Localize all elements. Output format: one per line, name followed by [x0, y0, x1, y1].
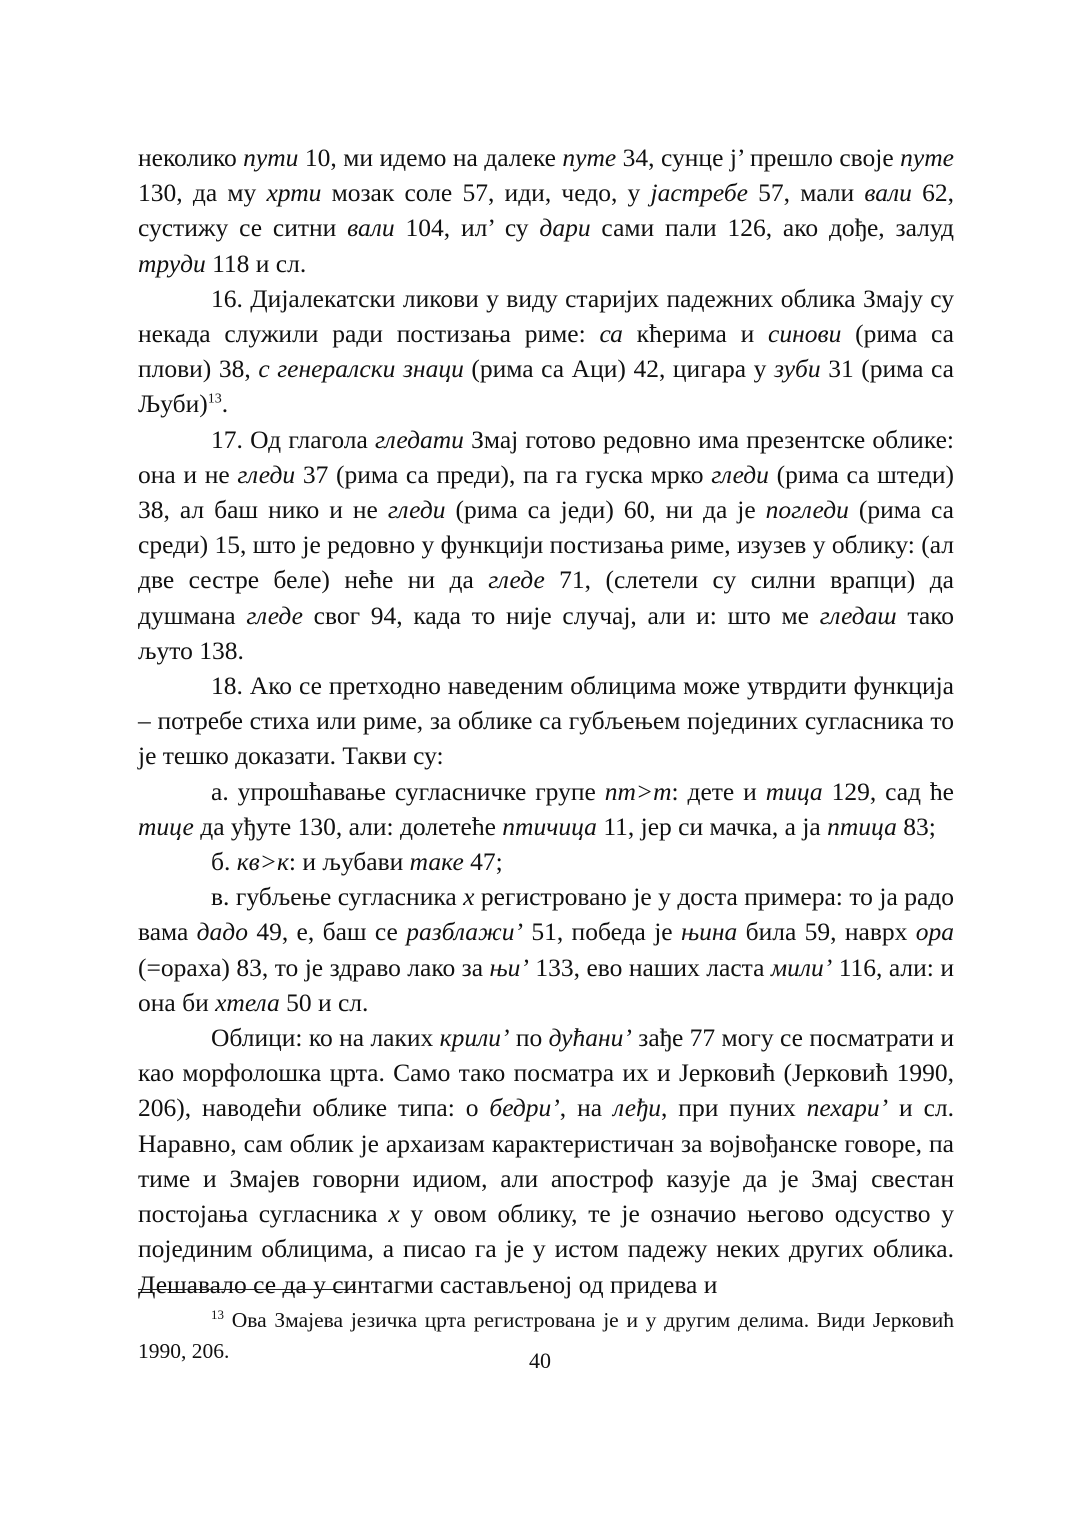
italic-term: птичица: [502, 811, 597, 841]
italic-term: кв>к: [236, 847, 289, 877]
text-run: б.: [211, 847, 237, 877]
text-run: 37 (рима са преди), па га гуска мрко: [295, 459, 712, 489]
footnote-marker: 13: [211, 1306, 224, 1322]
italic-term: ора: [915, 917, 954, 947]
italic-term: гледи: [237, 459, 296, 489]
text-run: Змај готово редовно има презентске облике: она и не: [138, 424, 954, 489]
italic-term: труди: [138, 248, 206, 278]
italic-term: тице: [138, 811, 194, 841]
italic-term: пути: [243, 143, 299, 172]
paragraph: [138, 140, 954, 281]
italic-term: бедри’: [489, 1093, 560, 1123]
text-run: 129, сад ће: [822, 776, 954, 806]
footnote-reference: 13: [207, 391, 222, 407]
italic-term: дари: [539, 213, 591, 243]
italic-term: са: [599, 319, 623, 349]
italic-term: њи’: [489, 952, 529, 982]
text-run: 16. Дијалекатски ликови у виду старијих падежних облика Змају су некада служили ради постизања риме:: [138, 283, 954, 349]
italic-term: гледе: [488, 565, 545, 595]
text-run: 57, мали: [747, 178, 865, 208]
page-body: [138, 140, 954, 1302]
text-run: 50 и сл.: [279, 987, 369, 1017]
text-run: (рима са Аци) 42, цигара у: [463, 354, 774, 384]
text-run: 71, (слетели су силни врапци) да душмана: [138, 565, 954, 630]
italic-term: х: [463, 882, 475, 912]
italic-term: крили’: [439, 1023, 510, 1053]
text-run: по: [509, 1023, 549, 1053]
text-run: : дете и: [671, 776, 766, 806]
text-run: 17. Од глагола: [211, 424, 376, 454]
italic-term: путе: [562, 143, 617, 172]
text-run: а. упрошћавање сугласничке групе: [211, 776, 605, 806]
italic-term: њина: [680, 917, 738, 947]
italic-term: хтела: [215, 987, 280, 1017]
italic-term: х: [388, 1199, 400, 1229]
text-run: , при пуних: [661, 1093, 807, 1123]
text-run: 116, али: и она би: [138, 952, 954, 1017]
footnote-separator: [138, 1289, 356, 1290]
text-run: 31 (рима са Љуби): [138, 354, 954, 419]
text-run: и сл. Наравно, сам облик је архаизам карактеристичан за војвођанске говоре, па тиме и Змајев говорни идиом, али апостроф казује да је Змај свестан постојања сугласника: [138, 1093, 955, 1229]
text-run: у овом облику, те је означио његово одсуство у појединим облицима, а писао га је у истом падежу неких других облика. Дешавало се да у синтагми састављеној од придева и: [138, 1199, 954, 1299]
text-run: 104, ил’ су: [394, 213, 540, 243]
text-run: 49, е, баш се: [247, 917, 407, 947]
italic-term: пт>т: [604, 776, 672, 806]
italic-term: гледаш: [819, 600, 897, 630]
text-run: 10, ми идемо на далеке: [298, 143, 563, 172]
italic-term: гледи: [711, 459, 769, 489]
italic-term: јастребе: [650, 178, 748, 208]
italic-term: погледи: [765, 495, 849, 525]
text-run: (рима са штеди) 38, ал баш нико и не: [138, 459, 954, 525]
italic-term: гледи: [387, 495, 446, 525]
text-run: била 59, наврх: [737, 917, 916, 947]
text-run: 130, да му: [138, 178, 267, 208]
italic-term: гледе: [246, 600, 303, 630]
italic-term: синови: [768, 319, 842, 349]
italic-term: с генералски знаци: [258, 354, 464, 384]
text-run: 133, ево наших ласта: [528, 952, 771, 982]
italic-term: дућани’: [548, 1023, 632, 1053]
text-run: (рима са једи) 60, ни да је: [445, 495, 766, 525]
italic-term: дадо: [196, 917, 248, 947]
text-run: регистровано је у доста примера: то ја радо вама: [138, 882, 955, 947]
text-run: мозак соле 57, иди, чедо, у: [321, 178, 651, 208]
paragraph: [138, 879, 954, 1020]
italic-term: зуби: [773, 354, 821, 384]
italic-term: вали: [864, 178, 912, 208]
text-run: (рима са среди) 15, што је редовно у функцији постизања риме, изузев у облику: (ал две сестре беле) неће ни да: [138, 495, 954, 595]
text-run: 51, победа је: [522, 917, 681, 947]
text-run: 47;: [463, 847, 503, 877]
italic-term: вали: [347, 213, 395, 243]
italic-term: путе: [900, 143, 954, 172]
text-run: 83;: [896, 811, 936, 841]
text-run: в. губљење сугласника: [211, 882, 464, 912]
page-number: 40: [529, 1348, 551, 1373]
paragraph: [138, 668, 954, 774]
footnote-text: Ова Змајева језичка црта регистрована је и у другим делима. Види Јерковић 1990, 206.: [138, 1308, 954, 1363]
text-run: 18. Ако се претходно наведеним облицима може утврдити функција – потребе стиха или риме, за облике са губљењем појединих сугласника то је тешко доказати. Такви су:: [138, 671, 954, 771]
text-run: (рима са плови) 38,: [138, 319, 955, 384]
text-run: кћерима и: [622, 319, 769, 349]
italic-term: хрти: [266, 178, 322, 208]
italic-term: мили’: [770, 952, 833, 982]
italic-term: разблажи’: [406, 917, 523, 947]
italic-term: пехари’: [806, 1093, 889, 1123]
text-run: неколико: [138, 143, 244, 172]
paragraph: [138, 281, 954, 422]
italic-term: таке: [409, 847, 464, 877]
italic-term: леђи: [612, 1093, 662, 1123]
italic-term: гледати: [375, 424, 464, 454]
text-run: (=ораха) 83, то је здраво лако за: [138, 952, 490, 982]
text-run: да уђуте 130, али: долетеће: [193, 811, 503, 841]
text-run: свог 94, када то није случај, али и: што ме: [302, 600, 820, 630]
text-run: 34, сунце ј’ прешло своје: [616, 143, 901, 172]
paragraph: [138, 1020, 954, 1302]
text-run: 11, јер си мачка, а ја: [596, 811, 828, 841]
text-run: зађе 77 могу се посматрати и као морфолошка црта. Само тако посматра их и Јерковић (Јерковић 1990, 206), наводећи облике типа: о: [138, 1023, 954, 1123]
text-run: , на: [559, 1093, 613, 1123]
paragraph: [138, 774, 954, 844]
text-run: тако љуто 138.: [138, 600, 955, 665]
text-run: 118 и сл.: [205, 248, 307, 278]
text-run: Облици: ко на лаких: [211, 1023, 440, 1053]
italic-term: птица: [827, 811, 897, 841]
text-run: .: [221, 389, 229, 419]
text-run: 62, сустижу се ситни: [138, 178, 954, 243]
paragraph: [138, 422, 954, 668]
italic-term: тица: [765, 776, 823, 806]
text-run: : и љубави: [288, 847, 410, 877]
text-run: сами пали 126, ако дође, залуд: [590, 213, 954, 243]
paragraph: [138, 844, 954, 879]
